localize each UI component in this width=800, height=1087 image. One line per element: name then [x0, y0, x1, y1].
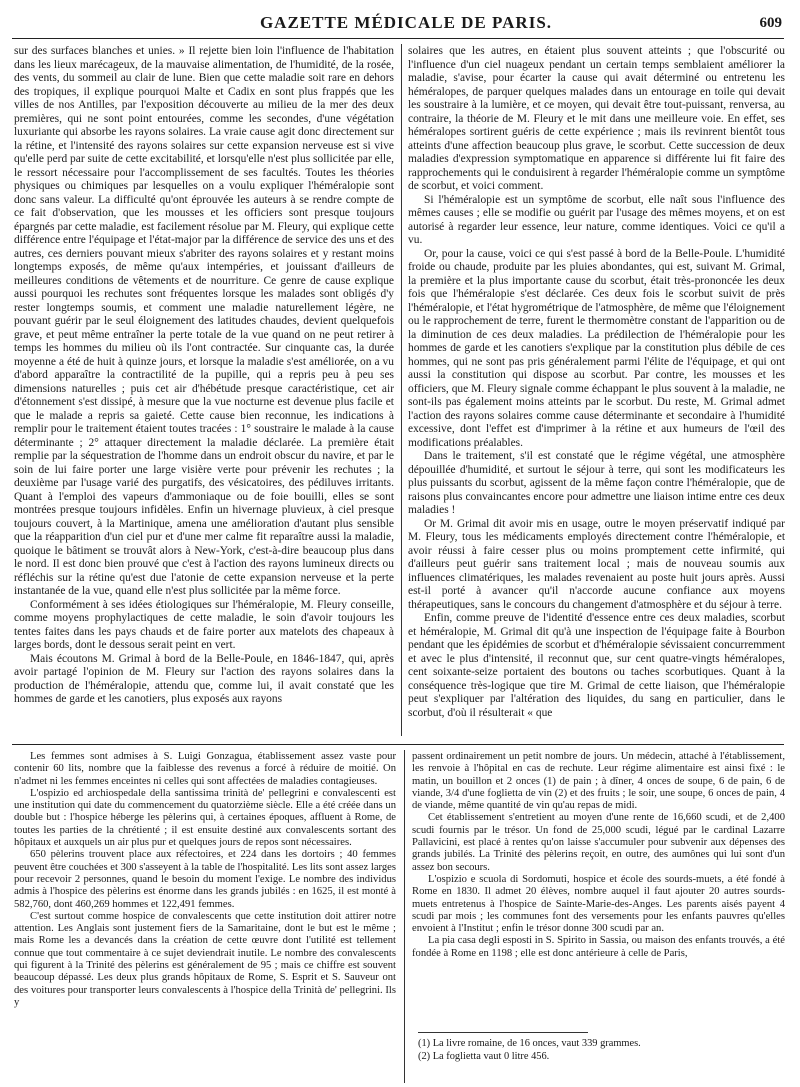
- footnote: (1) La livre romaine, de 16 onces, vaut 339 grammes.: [418, 1038, 641, 1049]
- article-paragraph: Enfin, comme preuve de l'identité d'essence entre ces deux maladies, scorbut et héméralopie, M. Grimal dit qu'à une inspection de l'équipage faite à Bourbon pendant que les épidémies de scorbut et d'héméralopie sévissaient concurremment et avec le plus d'intensité, il reconnut que, sur cent quatre-vingts héméralopes, cent soixante-seize portaient des boutons ou taches scorbutiques. Quant à la conséquence très-logique que tire M. Grimal de cette liaison, que l'héméralopie peut s'expliquer par l'altération des liquides, du sang en particulier, dans le scorbut, d'où il résulterait « que: [408, 612, 785, 719]
- article-paragraph: Mais écoutons M. Grimal à bord de la Belle-Poule, en 1846-1847, qui, après avoir partagé l'opinion de M. Fleury sur l'action des rayons solaires dans la production de l'héméralopie, attendu que, comme lui, il avait constaté que les hommes de garde et les canotiers, plus exposés aux rayons: [14, 652, 394, 705]
- lower-left-column: [14, 751, 396, 1087]
- article-paragraph: Conformément à ses idées étiologiques sur l'héméralopie, M. Fleury conseille, comme moyens prophylactiques de cette maladie, le soin d'avoir toujours les tentes faites dans les pays chauds et de faire porter aux matelots des chapeaux à larges bords, dont le dessous serait peint en vert.: [14, 598, 394, 651]
- article-paragraph: Les femmes sont admises à S. Luigi Gonzagua, établissement assez vaste pour contenir 60 lits, nombre que la faiblesse des revenus a forcé à réduire de moitié. On n'admet ni les femmes enceintes ni celles qui sont affectées de maladies contagieuses.: [14, 751, 396, 787]
- page-number: 609: [759, 15, 782, 31]
- article-paragraph: C'est surtout comme hospice de convalescents que cette institution doit attirer notre attention. Les Anglais sont justement fiers de la Samaritaine, dont le but est le même ; mais Rome les a devancés dans la création de cette œuvre dont l'utilité est tellement connue que tout commentaire à ce sujet deviendrait inutile. Le nombre des convalescents qui figurent à la Trinité des pèlerins est généralement de 95 ; mais ce chiffre est souvent beaucoup dépassé. Les deux plus grands hôpitaux de Rome, S. Esprit et S. Sauveur ont des voitures pour transporter leurs convalescents à l'hospice della Trinità de' pellegrini. Ils y: [14, 910, 396, 1008]
- footnotes-rule: [418, 1032, 588, 1033]
- upper-left-column: [14, 45, 394, 737]
- article-paragraph: solaires que les autres, en étaient plus souvent atteints ; que l'obscurité ou l'influence d'un ciel nuageux pendant un certain temps semblaient améliorer la maladie, s'avise, pour écarter la cause qui avait déterminé ou entretenu les héméralopes, de parquer quelques malades dans un entourage en toile qui devait les soustraire à la lumière, et ce moyen, qui devait être tout-puissant, renversa, au contraire, la théorie de M. Fleury et le mit dans une meilleure voie. En effet, ses héméralopes sortirent guéris de cette expérience ; mais ils revinrent bientôt tous atteints d'une affection beaucoup plus grave, le scorbut. Cette succession de deux maladies d'expression symptomatique en apparence si différente lui fit faire des rapprochements qui le conduisirent à regarder l'héméralopie comme un symptôme de scorbut, et voici comment.: [408, 45, 785, 192]
- article-paragraph: La pia casa degli esposti in S. Spirito in Sassia, ou maison des enfants trouvés, a été fondée à Rome en 1198 ; elle est donc antérieure à celle de Paris,: [412, 935, 785, 959]
- article-paragraph: Or, pour la cause, voici ce qui s'est passé à bord de la Belle-Poule. L'humidité froide ou chaude, produite par les pluies abondantes, qui est, suivant M. Grimal, la première et la plus importante cause du scorbut, était très-prononcée les deux fois que l'héméralopie s'est déclarée. Ces deux fois le scorbut suivit de près l'héméralopie, et l'état hygrométrique de l'atmosphère, de même que l'éloignement ou le rapprochement de terre, furent le thermomètre constant de l'apparition ou de la diminution de ces deux maladies. La prédilection de l'héméralopie pour les hommes de garde et les canotiers s'explique par la constitution plus débile de ces hommes, qui ne sont pas pris généralement parmi l'élite de l'équipage, et qui ont aussi la constitution qui dispose au scorbut. Par contre, les mousses et les officiers, que M. Fleury signale comme échappant le plus souvent à la maladie, ne sont-ils pas également moins atteints par le scorbut. Du reste, M. Grimal admet l'action des rayons solaires comme cause déterminante et secondaire à l'humidité excessive, dont l'effet est d'imprimer à la rétine et aux humeurs de l'œil des modifications préalables.: [408, 247, 785, 449]
- lower-right-column: [412, 751, 785, 1029]
- article-paragraph: Si l'héméralopie est un symptôme de scorbut, elle naît sous l'influence des mêmes causes ; elle se modifie ou guérit par l'usage des mêmes moyens, et on est autorisé à regarder leur essence, leur nature, comme identiques. Voici ce qu'il a vu.: [408, 193, 785, 246]
- article-paragraph: L'ospizio ed archiospedale della santissima trinità de' pellegrini e convalescenti est une institution qui date du commencement du quatorzième siècle. Elle a été créée dans un double but : l'hospice héberge les pèlerins qui, à certaines époques, affluent à Rome, de toutes les parties de la chrétienté ; il est ensuite destiné aux convalescents sortant des hôpitaux et auxquels un air plus pur et quelques jours de repos sont nécessaires.: [14, 787, 396, 849]
- running-title: GAZETTE MÉDICALE DE PARIS.: [259, 13, 553, 32]
- header-rule: [12, 38, 784, 39]
- article-paragraph: sur des surfaces blanches et unies. » Il rejette bien loin l'influence de l'habitation dans les lieux marécageux, de la mauvaise alimentation, de l'humidité, de la rosée, des vents, du sommeil au clair de lune. Bien que cette maladie soit rare en dehors des tropiques, il explique pourquoi Malte et Cadix en sont plus frappés que les villes de nos Antilles, par l'exposition découverte au milieu de la mer des deux premières, qui ne sont point entourées, comme les secondes, d'une végétation luxuriante qui absorbe les rayons solaires. La vraie cause agit donc directement sur la rétine, et l'intensité des rayons solaires sur cette expansion nerveuse est si vive qu'elle perd par suite de cette excitabilité, et lorsqu'elle n'est plus sollicitée par elle, le ressort nécessaire pour l'accomplissement de ses facultés. Toutes les théories physiques ou chimiques par lesquelles on a voulu expliquer l'héméralopie sont donc sans valeur. La difficulté qu'ont éprouvée les auteurs à se rendre compte de ce fait d'observation, que les mousses et les officiers sont presque toujours épargnés par cette maladie, est facilement résolue par M. Fleury, qui explique cette différence entre l'équipage et l'état-major par la différence de service des uns et des autres, ces derniers pouvant mieux s'abriter des rayons solaires et y restant moins longtemps exposés, de même qu'aux intempéries, et jouissant d'ailleurs de meilleures conditions de vêtements et de nourriture. Ce genre de cause explique aussi pourquoi les rechutes sont fréquentes lorsque les malades sont obligés d'y rester longtemps soumis, et comment une maladie naturellement légère, ne pouvant guérir par le seul éloignement des latitudes chaudes, devient quelquefois grave, et peut même entraîner la perte totale de la vue quand on ne peut retirer à temps les hommes du milieu où ils l'ont contractée. Sur cinquante cas, la durée moyenne a été de huit à quinze jours, et lorsque la maladie s'est améliorée, on a vu d'abord apparaître la contractilité de la pupille, qui a repris peu à peu ses dimensions naturelles ; puis cet air d'hébétude presque caractéristique, cet air d'étonnement s'est dissipé, à mesure que la vue nocturne est devenue plus facile et que le malade a repris sa gaieté. Cette cause bien reconnue, les indications à remplir pour le traitement étaient toutes tracées : 1° soustraire le malade à la cause déterminante ; 2° attaquer directement la maladie déclarée. La première était remplie par la séquestration de l'homme dans un endroit obscur du navire, et par le soin de lui faire porter une large visière verte pour prévenir les rechutes ; la deuxième par l'usage varié des purgatifs, des vésicatoires, des pédiluves irritants. Quant à l'emploi des vapeurs d'ammoniaque ou de foie bouilli, elles se sont montrées presque toujours infidèles. Enfin un hivernage pluvieux, à ciel presque toujours couvert, à la Martinique, amena une amélioration d'autant plus sensible que la réapparition d'un ciel pur et d'une mer calme fit reparaître aussi la maladie, quoique le bâtiment se trouvât alors à New-York, c'est-à-dire beaucoup plus dans le nord. Il est donc bien prouvé que c'est à l'action des rayons lumineux directs ou réfléchis sur la rétine qu'est due l'atonie de cette expansion nerveuse et la perte instantanée de la vue, quand elle n'est plus sollicitée par la même force.: [14, 45, 394, 597]
- article-paragraph: Cet établissement s'entretient au moyen d'une rente de 16,660 scudi, et de 2,400 scudi fournis par le trésor. Un fond de 25,000 scudi, légué par le cardinal Lazarre Pallavicini, est placé à rentes qu'on laisse s'accumuler pour subvenir aux dépenses des grands jubilés. La Trinité des pèlerins reçoit, en outre, des aumônes qui lui sont d'un assez bon secours.: [412, 812, 785, 873]
- footnote: (2) La foglietta vaut 0 litre 456.: [418, 1050, 550, 1062]
- article-paragraph: Or M. Grimal dit avoir mis en usage, outre le moyen préservatif indiqué par M. Fleury, tous les médicaments employés directement contre l'héméralopie, et avoir réussi à faire cesser plus ou moins promptement cette infirmité, qui d'ailleurs peut guérir sans traitement local ; mais de nouveau soumis aux influences climatériques, les malades revenaient au poste huit jours après. Aussi est-il porté à avancer qu'il n'accorde aucune confiance aux moyens thérapeutiques, sans le concours du changement d'atmosphère et du séjour à terre.: [408, 517, 785, 611]
- lower-column-divider: [404, 750, 405, 1083]
- page-header: [30, 12, 782, 36]
- upper-right-column: [408, 45, 785, 737]
- footnotes: [418, 1038, 778, 1063]
- upper-column-divider: [401, 44, 402, 736]
- article-paragraph: Dans le traitement, s'il est constaté que le régime végétal, une atmosphère dépouillée d'humidité, et surtout le séjour à terre, qui sont les modificateurs les plus puissants du scorbut, agissent de la même façon contre l'héméralopie, que de raisons plus convaincantes encore pour admettre une liaison intime entre ces deux maladies !: [408, 450, 785, 516]
- article-paragraph: passent ordinairement un petit nombre de jours. Un médecin, attaché à l'établissement, les renvoie à l'hôpital en cas de rechute. Leur régime alimentaire est ainsi fixé : le matin, un bouillon et 2 onces (1) de pain ; à dîner, 4 onces de soupe, 6 de pain, 6 de viande, 3/4 d'une foglietta de vin (2) et des fruits ; le soir, une soupe, 6 onces de pain, 4 de viande, même quantité de vin qu'au repas de midi.: [412, 751, 785, 812]
- article-paragraph: L'ospizio e scuola di Sordomuti, hospice et école des sourds-muets, a été fondé à Rome en 1830. Il admet 20 élèves, nombre auquel il faut ajouter 20 autres sourds-muets entretenus à l'hospice de Sainte-Marie-des-Anges. Les parents aisés payent 4 scudi par mois ; les communes font des versements pour les enfants pauvres qu'elles envoient à l'Institut ; enfin le trésor donne 300 scudi par an.: [412, 873, 785, 935]
- section-separator: [12, 744, 784, 745]
- article-paragraph: 650 pèlerins trouvent place aux réfectoires, et 224 dans les dortoirs ; 40 femmes peuvent être couchées et 300 s'asseyent à la table de l'hospitalité. Les lits sont assez larges pour recevoir 2 personnes, quand le besoin du moment l'exige. Le nombre des individus admis à l'hospice des pèlerins est énorme dans les grands jubilés : en 1625, il est monté à 582,760, dont 460,269 hommes et 122,491 femmes.: [14, 849, 396, 910]
